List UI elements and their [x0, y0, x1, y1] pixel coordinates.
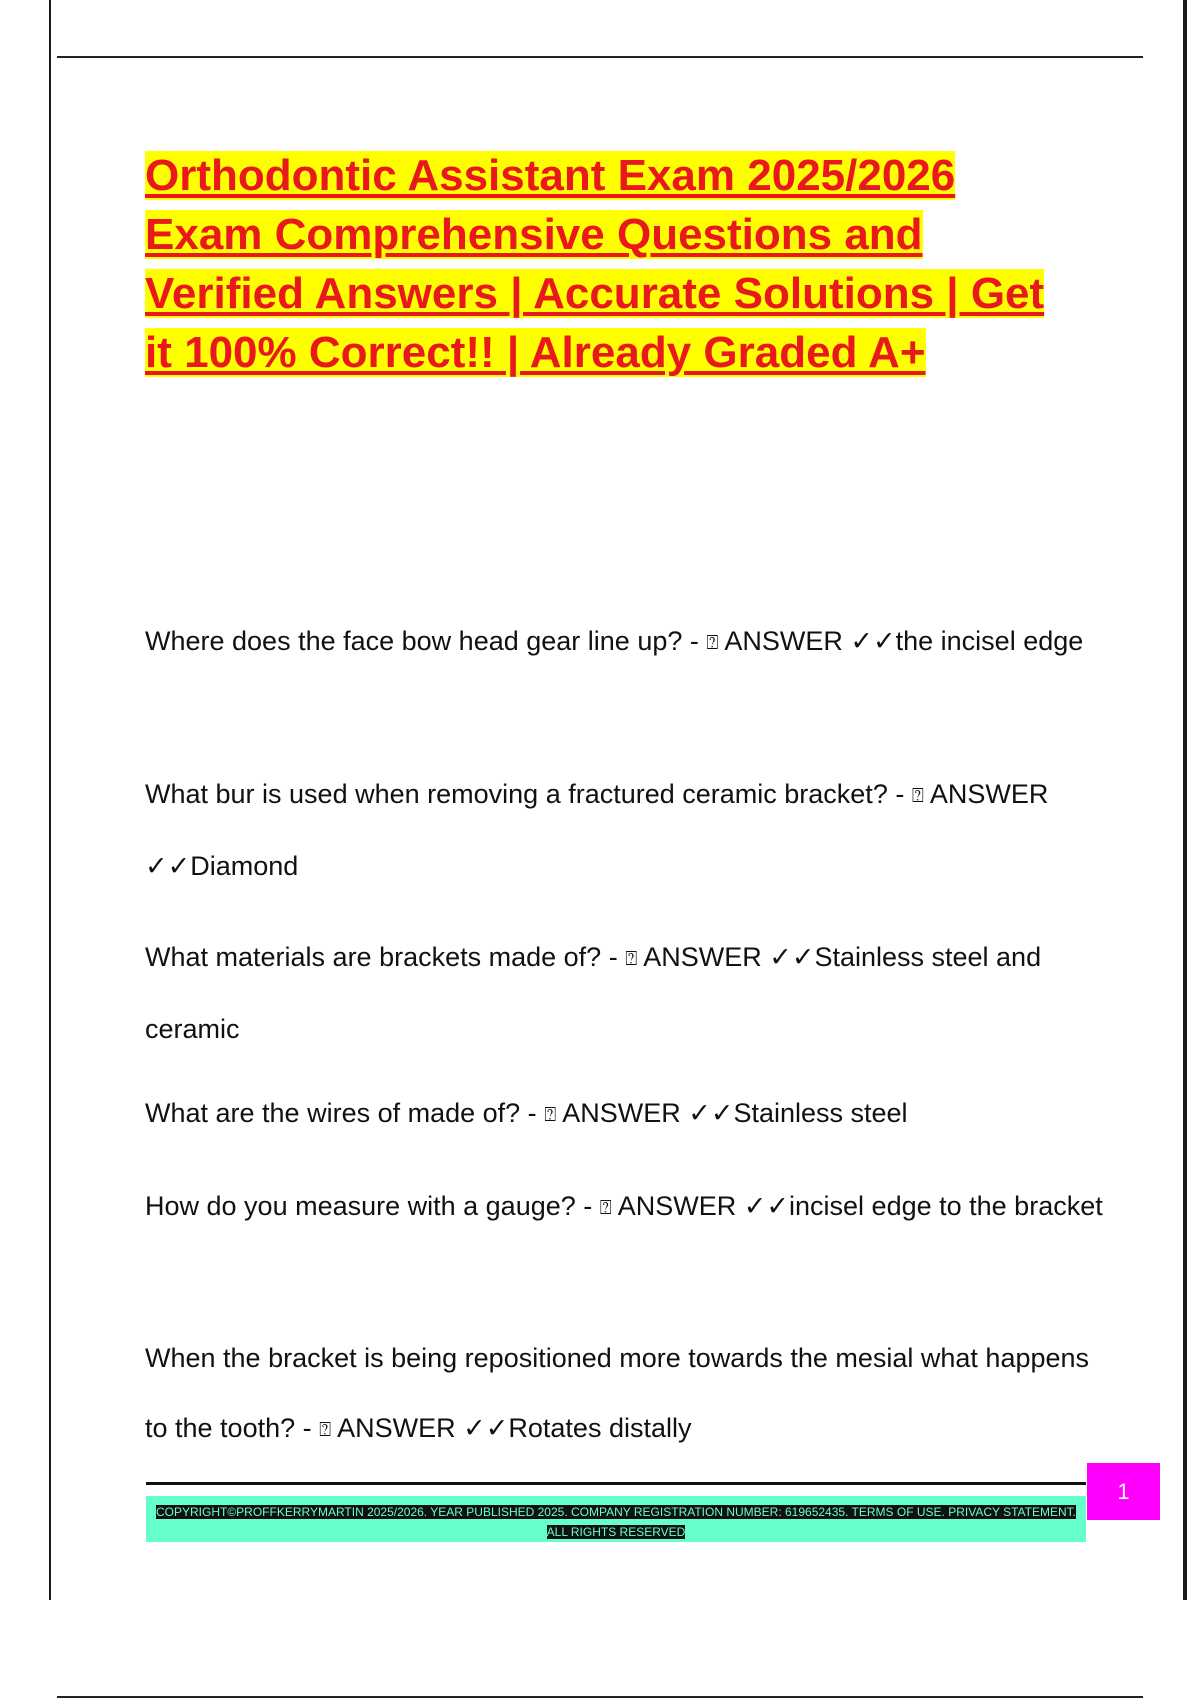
copyright-text: COPYRIGHT©PROFFKERRYMARTIN 2025/2026. YEAR PUBLISHED 2025. COMPANY REGISTRATION NUMBER: 619652435. TERMS OF USE. PRIVACY STATEMENT. ALL RIGHTS RESERVED: [156, 1505, 1076, 1539]
footer-divider: [146, 1482, 1086, 1485]
copyright-bar: [146, 1496, 1086, 1542]
qa-entry-5: [145, 1171, 1105, 1243]
question-text: How do you measure with a gauge? -: [145, 1191, 600, 1221]
qa-entry-6: [145, 1323, 1105, 1465]
missing-glyph-icon: ⍰: [911, 785, 924, 807]
document-title-text: Orthodontic Assistant Exam 2025/2026 Exam Comprehensive Questions and Verified Answers | Accurate Solutions | Get it 100% Correct!! | Already Graded A+: [145, 151, 1045, 377]
question-text: What materials are brackets made of? -: [145, 942, 626, 972]
question-text: Where does the face bow head gear line up? -: [145, 626, 707, 656]
answer-text: ANSWER ✓✓Diamond: [145, 779, 1049, 881]
page-border-left: [49, 0, 51, 1600]
question-text: What are the wires of made of? -: [145, 1098, 545, 1128]
answer-text: ANSWER ✓✓the incisel edge: [718, 626, 1084, 656]
question-text: When the bracket is being repositioned more towards the mesial what happens to the tooth? -: [145, 1343, 1090, 1443]
missing-glyph-icon: ⍰: [544, 1104, 557, 1126]
qa-entry-3: [145, 922, 1105, 1064]
missing-glyph-icon: ⍰: [599, 1197, 612, 1219]
question-text: What bur is used when removing a fractured ceramic bracket? -: [145, 779, 912, 809]
answer-text: ANSWER ✓✓incisel edge to the bracket: [611, 1191, 1103, 1221]
bottom-divider: [57, 1696, 1143, 1698]
document-title: [145, 146, 1075, 382]
missing-glyph-icon: ⍰: [625, 948, 638, 970]
qa-entry-1: [145, 606, 1105, 678]
qa-entry-2: [145, 759, 1105, 901]
missing-glyph-icon: ⍰: [706, 632, 719, 654]
answer-text: ANSWER ✓✓Stainless steel and ceramic: [145, 942, 1042, 1044]
top-divider: [57, 56, 1143, 58]
page-border-right: [1183, 0, 1187, 1600]
answer-text: ANSWER ✓✓Rotates distally: [331, 1413, 692, 1443]
qa-entry-4: [145, 1078, 1105, 1150]
answer-text: ANSWER ✓✓Stainless steel: [556, 1098, 908, 1128]
page-number-badge: 1: [1087, 1463, 1160, 1520]
missing-glyph-icon: ⍰: [319, 1419, 332, 1441]
